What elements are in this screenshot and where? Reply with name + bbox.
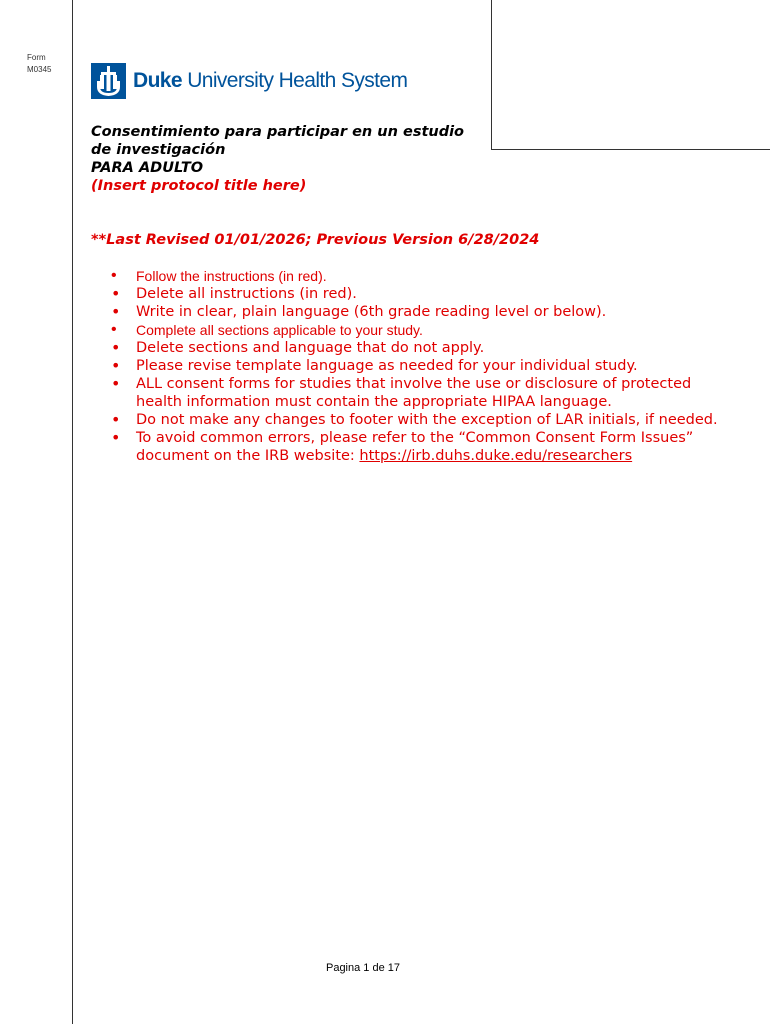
logo-wordmark <box>133 69 407 93</box>
list-item <box>108 411 738 429</box>
instruction-text: Complete all sections applicable to your study. <box>136 322 423 338</box>
title-line-2: de investigación <box>91 142 226 158</box>
form-number <box>27 52 51 76</box>
instruction-text: Write in clear, plain language (6th grade reading level or below). <box>136 304 607 320</box>
instruction-text: ALL consent forms for studies that involve the use or disclosure of protected health information must contain the appropriate HIPAA language. <box>136 376 692 410</box>
instruction-text: Delete all instructions (in red). <box>136 286 357 302</box>
instructions-list <box>108 267 738 465</box>
instruction-text: Please revise template language as needed for your individual study. <box>136 358 638 374</box>
protocol-title-placeholder: (Insert protocol title here) <box>91 178 307 194</box>
duke-chapel-logo-icon <box>91 63 126 99</box>
list-item <box>108 429 738 465</box>
list-item <box>108 375 738 411</box>
instruction-text: Delete sections and language that do not apply. <box>136 340 485 356</box>
instruction-text: Do not make any changes to footer with the exception of LAR initials, if needed. <box>136 412 718 428</box>
duke-health-logo <box>91 63 407 99</box>
title-line-3: PARA ADULTO <box>91 160 204 176</box>
instruction-text: To avoid common errors, please refer to the “Common Consent Form Issues” document on the IRB website: <box>136 430 694 464</box>
list-item <box>108 339 738 357</box>
title-line-1: Consentimiento para participar en un estudio <box>91 124 465 140</box>
list-item <box>108 321 738 339</box>
form-label-line2: M0345 <box>27 65 52 74</box>
irb-stamp-box <box>491 0 770 150</box>
left-margin-rule <box>72 0 73 1024</box>
instruction-text: Follow the instructions (in red). <box>136 268 327 284</box>
revision-note: **Last Revised 01/01/2026; Previous Version 6/28/2024 <box>91 232 540 248</box>
list-item <box>108 357 738 375</box>
logo-wordmark-rest: University Health System <box>181 69 408 92</box>
list-item <box>108 285 738 303</box>
form-label-line1: Form <box>27 53 46 62</box>
document-title <box>91 123 491 195</box>
irb-website-link[interactable]: https://irb.duhs.duke.edu/researchers <box>359 448 633 464</box>
list-item <box>108 267 738 285</box>
page-number-footer: Pagina 1 de 17 <box>325 962 400 974</box>
logo-wordmark-bold: Duke <box>133 69 182 92</box>
list-item <box>108 303 738 321</box>
